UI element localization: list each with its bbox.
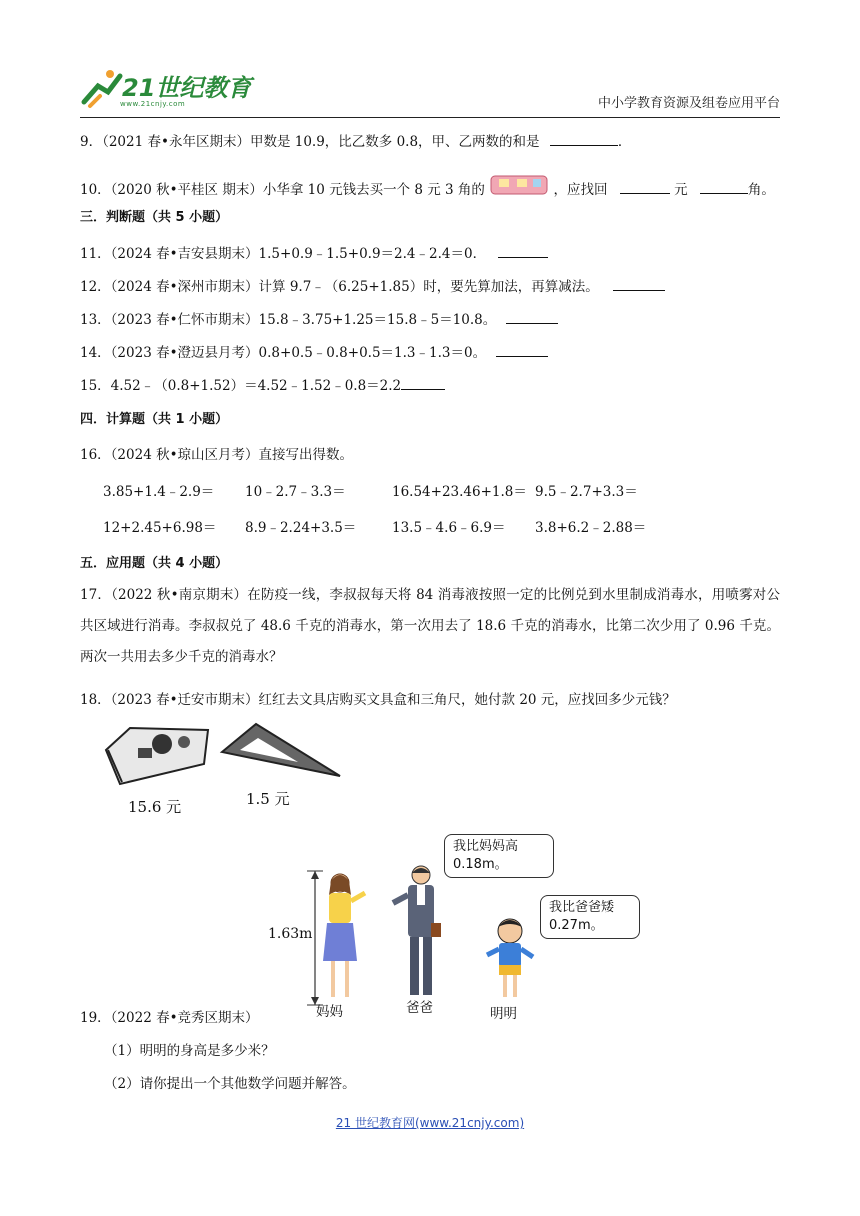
question-15: 15．4.52﹣（0.8+1.52）＝4.52﹣1.52﹣0.8＝2.2 (80, 374, 445, 394)
question-16: 16．（2024 秋•琼山区月考）直接写出得数。 (80, 447, 354, 463)
expression: 3.8+6.2﹣2.88＝ (535, 520, 647, 536)
page-header (80, 66, 780, 118)
question-19-part-1: （1）明明的身高是多少米？ (104, 1043, 275, 1059)
triangle-ruler-icon (222, 724, 340, 776)
question-11: 11．（2024 春•吉安县期末）1.5+0.9﹣1.5+0.9＝2.4﹣2.4＝0． (80, 242, 548, 262)
expression: 16.54+23.46+1.8＝ (392, 484, 527, 500)
section-3-title: 三．判断题（共 5 小题） (80, 210, 229, 225)
answer-blank[interactable] (550, 134, 618, 146)
expression: 13.5﹣4.6﹣6.9＝ (392, 520, 506, 536)
expression: 9.5﹣2.7+3.3＝ (535, 484, 638, 500)
section-5-title: 五．应用题（共 4 小题） (80, 556, 229, 571)
expression: 3.85+1.4﹣2.9＝ (103, 484, 215, 500)
question-19: 19．（2022 春•竞秀区期末） (80, 1010, 259, 1026)
ming-figure (487, 919, 533, 997)
logo-url: www.21cnjy.com (120, 100, 186, 108)
question-10: 10．（2020 秋•平桂区 期末）小华拿 10 元钱去买一个 8 元 3 角的 ，应找回 元 角。 (80, 178, 775, 198)
question-9: 9．（2021 春•永年区期末）甲数是 10.9，比乙数多 0.8，甲、乙两数的和是 ． (80, 134, 632, 150)
ruler-price: 1.5 元 (246, 790, 290, 808)
answer-blank[interactable] (613, 279, 665, 291)
question-18: 18．（2023 春•迁安市期末）红红去文具店购买文具盒和三角尺，她付款 20 元，应找回多少元钱？ (80, 692, 676, 708)
question-12: 12．（2024 春•深州市期末）计算 9.7﹣（6.25+1.85）时，要先算加法，再算减法。 (80, 275, 665, 295)
expression: 8.9﹣2.24+3.5＝ (245, 520, 357, 536)
answer-blank[interactable] (401, 378, 445, 390)
pencil-case-price: 15.6 元 (128, 798, 182, 816)
answer-blank[interactable] (496, 345, 548, 357)
expression: 12+2.45+6.98＝ (103, 520, 217, 536)
dad-figure (393, 866, 441, 995)
expression: 10﹣2.7﹣3.3＝ (245, 484, 346, 500)
label-ming: 明明 (490, 1006, 517, 1022)
family-height-figure (265, 865, 645, 1015)
question-17: 17．（2022 秋•南京期末）在防疫一线，李叔叔每天将 84 消毒液按照一定的比例兑到水里制成消毒水，用喷雾对公共区域进行消毒。李叔叔兑了 48.6 千克的消毒水，第一次用去了 18.6 千克的消毒水，比第二次少用了 0.96 千克。两次一共用去多少千克的消毒水？ (80, 587, 780, 665)
footer-link[interactable]: 21 世纪教育网(www.21cnjy.com) (335, 1116, 525, 1130)
answer-blank[interactable] (506, 312, 558, 324)
section-4-title: 四．计算题（共 1 小题） (80, 412, 229, 427)
platform-name: 中小学教育资源及组卷应用平台 (597, 96, 780, 111)
yuan-blank[interactable] (620, 182, 670, 194)
pencil-case-icon (106, 728, 208, 784)
label-dad: 爸爸 (406, 1000, 433, 1016)
label-mom: 妈妈 (316, 1004, 343, 1020)
mom-figure (323, 874, 365, 997)
page-footer (0, 1114, 860, 1131)
pencil-box-icon (489, 170, 549, 198)
dad-speech-bubble: 我比妈妈高 0.18m。 (444, 834, 554, 878)
ming-speech-bubble: 我比爸爸矮 0.27m。 (540, 895, 640, 939)
stationery-image (100, 720, 350, 790)
jiao-blank[interactable] (700, 182, 748, 194)
question-14: 14．（2023 春•澄迈县月考）0.8+0.5﹣0.8+0.5＝1.3﹣1.3＝0。 (80, 341, 548, 361)
question-13: 13．（2023 春•仁怀市期末）15.8﹣3.75+1.25＝15.8﹣5＝10.8。 (80, 308, 558, 328)
question-19-part-2: （2）请你提出一个其他数学问题并解答。 (104, 1076, 356, 1092)
svg-text:21世纪教育: 21世纪教育 (122, 74, 252, 102)
answer-blank[interactable] (498, 246, 548, 258)
mom-height: 1.63m (268, 926, 313, 942)
